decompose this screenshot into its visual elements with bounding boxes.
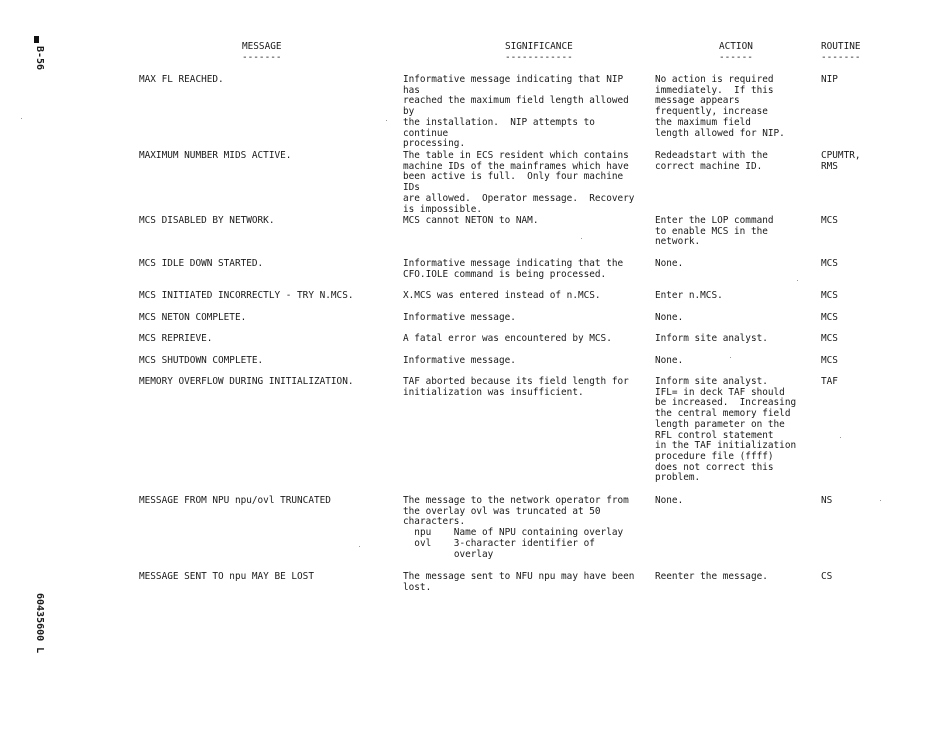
header-routine-rule: -------: [821, 51, 861, 63]
routine-text: MCS: [821, 333, 838, 344]
significance-text: Informative message indicating that NIP has reached the maximum field length allowed by the installation. NIP attempts to continue processing.: [403, 74, 629, 150]
message-text: MEMORY OVERFLOW DURING INITIALIZATION.: [139, 376, 354, 387]
header-message-label: MESSAGE: [242, 41, 282, 52]
routine-text: MCS: [821, 290, 838, 301]
action-text: None.: [655, 312, 684, 323]
significance-text: X.MCS was entered instead of n.MCS.: [403, 290, 601, 301]
header-routine-label: ROUTINE: [821, 41, 861, 52]
action-text: Redeadstart with the correct machine ID.: [655, 150, 768, 172]
scan-speck: [840, 437, 841, 438]
routine-text: MCS: [821, 215, 838, 226]
action-text: No action is required immediately. If this message appears frequently, increase the maximum field length allowed for NIP.: [655, 74, 785, 139]
action-text: Inform site analyst. IFL= in deck TAF should be increased. Increasing the central memory field length parameter on the RFL control statement in the TAF initialization procedure file (ffff) does not correct this problem.: [655, 376, 797, 484]
significance-text: The table in ECS resident which contains machine IDs of the mainframes which have been active is full. Only four machine IDs are allowed. Operator message. Recovery is impossible.: [403, 150, 635, 215]
significance-text: Informative message.: [403, 355, 516, 366]
scan-speck: [880, 500, 881, 501]
header-significance: [505, 42, 573, 63]
routine-text: TAF: [821, 376, 838, 387]
scan-speck: [797, 280, 798, 281]
significance-text: Informative message indicating that the CFO.IOLE command is being processed.: [403, 258, 624, 280]
significance-text: A fatal error was encountered by MCS.: [403, 333, 612, 344]
significance-text: The message sent to NFU npu may have been lost.: [403, 571, 635, 593]
scan-speck: [386, 120, 387, 121]
action-text: None.: [655, 355, 684, 366]
message-text: MESSAGE SENT TO npu MAY BE LOST: [139, 571, 314, 582]
header-message: [242, 42, 282, 63]
routine-text: MCS: [821, 258, 838, 269]
scan-speck: [730, 357, 731, 358]
routine-text: NS: [821, 495, 833, 506]
scan-speck: [581, 238, 582, 239]
routine-text: MCS: [821, 355, 838, 366]
message-text: MCS REPRIEVE.: [139, 333, 213, 344]
action-text: None.: [655, 495, 684, 506]
header-action-label: ACTION: [719, 41, 753, 52]
header-routine: [821, 42, 861, 63]
significance-text: TAF aborted because its field length for initialization was insufficient.: [403, 376, 629, 398]
page-number: B-56: [34, 46, 45, 71]
scan-speck: [21, 118, 22, 119]
message-text: MESSAGE FROM NPU npu/ovl TRUNCATED: [139, 495, 331, 506]
header-action: [719, 42, 753, 63]
message-text: MAX FL REACHED.: [139, 74, 224, 85]
header-message-rule: -------: [242, 51, 282, 63]
message-text: MCS SHUTDOWN COMPLETE.: [139, 355, 264, 366]
message-text: MCS NETON COMPLETE.: [139, 312, 247, 323]
scan-speck: [359, 546, 360, 547]
action-text: Enter the LOP command to enable MCS in the network.: [655, 215, 774, 248]
significance-text: The message to the network operator from the overlay ovl was truncated at 50 characters. npu Name of NPU containing overlay ovl 3-character identifier of overlay: [403, 495, 629, 560]
header-action-rule: ------: [719, 51, 753, 63]
action-text: Inform site analyst.: [655, 333, 768, 344]
message-text: MAXIMUM NUMBER MIDS ACTIVE.: [139, 150, 292, 161]
page-edge-marker: [34, 36, 39, 43]
message-text: MCS IDLE DOWN STARTED.: [139, 258, 264, 269]
routine-text: CPUMTR, RMS: [821, 150, 861, 172]
action-text: Reenter the message.: [655, 571, 768, 582]
header-significance-label: SIGNIFICANCE: [505, 41, 573, 52]
routine-text: NIP: [821, 74, 838, 85]
routine-text: MCS: [821, 312, 838, 323]
action-text: Enter n.MCS.: [655, 290, 723, 301]
header-significance-rule: ------------: [505, 51, 573, 63]
action-text: None.: [655, 258, 684, 269]
message-text: MCS DISABLED BY NETWORK.: [139, 215, 275, 226]
message-text: MCS INITIATED INCORRECTLY - TRY N.MCS.: [139, 290, 354, 301]
routine-text: CS: [821, 571, 833, 582]
significance-text: MCS cannot NETON to NAM.: [403, 215, 539, 226]
document-number: 60435600 L: [34, 593, 45, 654]
significance-text: Informative message.: [403, 312, 516, 323]
